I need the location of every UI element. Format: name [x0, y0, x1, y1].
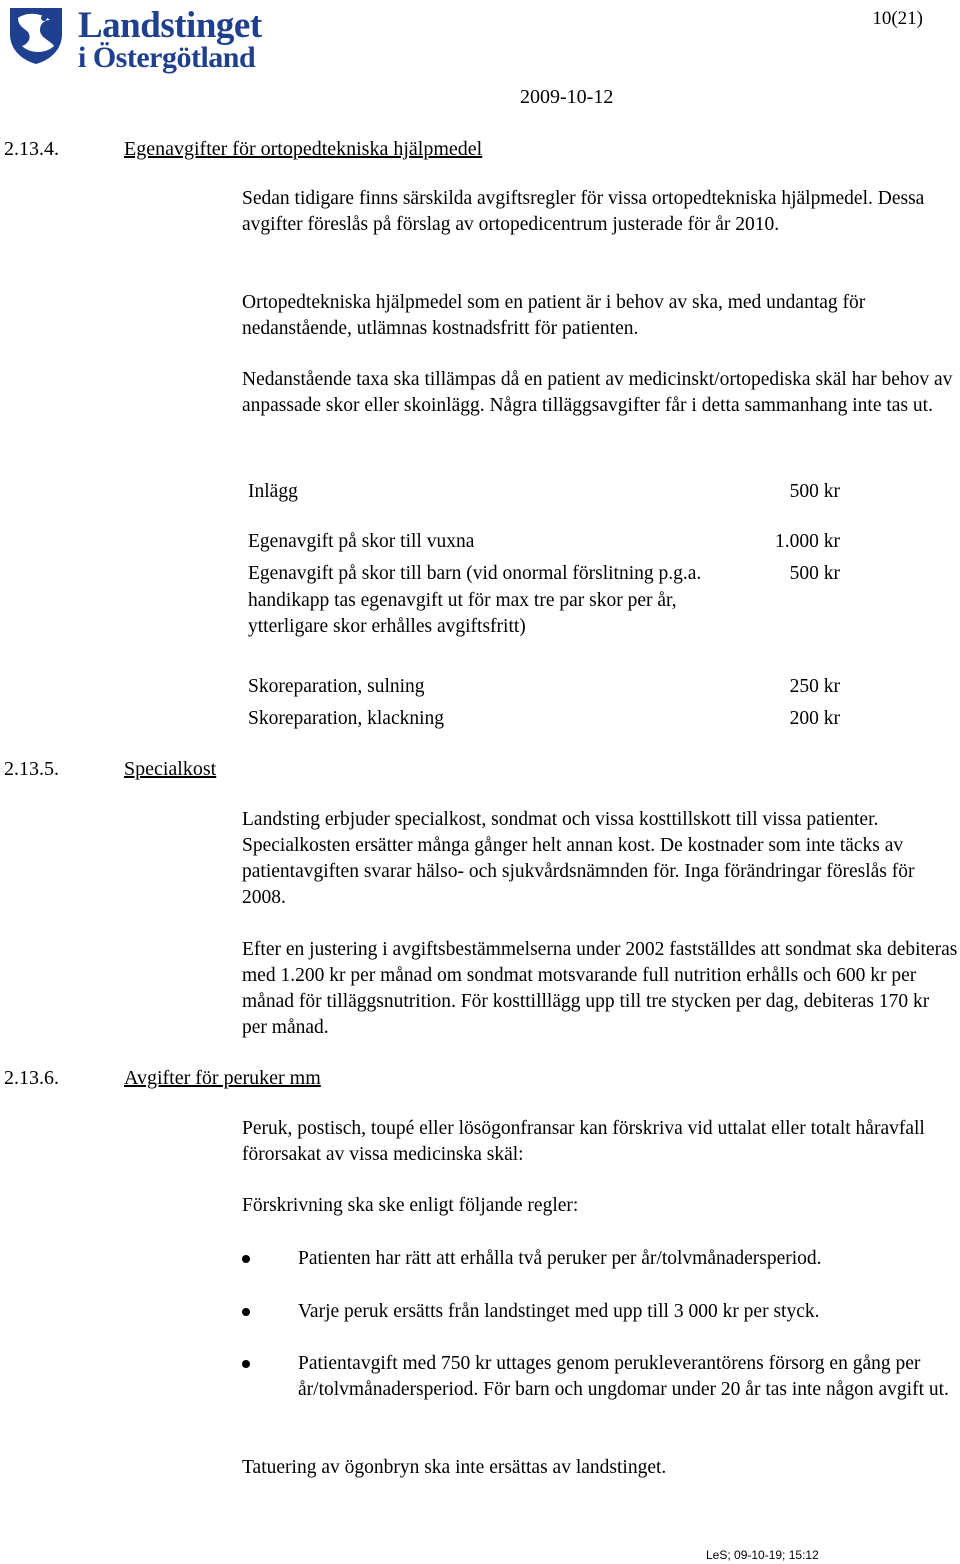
fee-table	[248, 479, 848, 739]
section-title: Egenavgifter för ortopedtekniska hjälpmedel	[124, 138, 483, 160]
rules-list	[242, 1246, 958, 1436]
list-item-text: Varje peruk ersätts från landstinget med upp till 3 000 kr per styck.	[298, 1301, 820, 1322]
list-item-text: Patienten har rätt att erhålla två peruker per år/tolvmånadersperiod.	[298, 1248, 822, 1269]
fee-label: Egenavgift på skor till vuxna	[248, 531, 475, 552]
list-item	[242, 1351, 958, 1403]
section-heading-2-13-5	[4, 758, 304, 784]
paragraph: Nedanstående taxa ska tillämpas då en patient av medicinskt/ortopediska skäl har behov av anpassade skor eller skoinlägg. Några tilläggsavgifter får i detta sammanhang inte tas ut.	[242, 369, 953, 416]
paragraph: Efter en justering i avgiftsbestämmelserna under 2002 fastställdes att sondmat ska debiteras med 1.200 kr per månad om sondmat motsvarande full nutrition erhålls och 600 kr per månad för tilläggsnutrition. För kosttilllägg upp till tre stycken per dag, debiteras 170 kr per månad.	[242, 939, 958, 1038]
fee-amount: 250 kr	[789, 676, 840, 697]
coat-of-arms-icon	[6, 4, 66, 66]
logo-line1: Landstinget	[78, 5, 262, 46]
page-number: 10(21)	[872, 8, 923, 29]
list-item-text: Patientavgift med 750 kr uttages genom perukleverantörens försorg en gång per år/tolvmånadersperiod. För barn och ungdomar under 20 år tas inte någon avgift ut.	[298, 1353, 949, 1400]
section-number: 2.13.6.	[4, 1067, 59, 1089]
fee-amount: 1.000 kr	[775, 531, 840, 552]
fee-label: Skoreparation, sulning	[248, 676, 425, 697]
paragraph: Tatuering av ögonbryn ska inte ersättas av landstinget.	[242, 1457, 667, 1478]
logo-line2: i Östergötland	[78, 41, 256, 74]
section-title: Avgifter för peruker mm	[124, 1067, 321, 1089]
fee-amount: 500 kr	[789, 481, 840, 502]
document-date: 2009-10-12	[520, 86, 614, 108]
paragraph: Ortopedtekniska hjälpmedel som en patient är i behov av ska, med undantag för nedanstående, utlämnas kostnadsfritt för patienten.	[242, 292, 866, 339]
section-number: 2.13.5.	[4, 758, 59, 780]
bullet-icon	[242, 1308, 250, 1316]
bullet-icon	[242, 1360, 250, 1368]
list-item	[242, 1299, 958, 1325]
section-heading-2-13-6	[4, 1067, 404, 1093]
fee-label: Skoreparation, klackning	[248, 708, 445, 729]
paragraph: Förskrivning ska ske enligt följande regler:	[242, 1195, 579, 1216]
fee-amount: 200 kr	[789, 708, 840, 729]
footer-stamp: LeS; 09-10-19; 15:12	[706, 1548, 819, 1562]
paragraph: Sedan tidigare finns särskilda avgiftsregler för vissa ortopedtekniska hjälpmedel. Dessa avgifter föreslås på förslag av ortopedicentrum justerade för år 2010.	[242, 188, 925, 235]
bullet-icon	[242, 1255, 250, 1263]
fee-label: Inlägg	[248, 481, 298, 502]
fee-amount: 500 kr	[789, 563, 840, 584]
fee-label: Egenavgift på skor till barn (vid onormal förslitning p.g.a. handikapp tas egenavgift ut för max tre par skor per år, ytterligare skor erhålles avgiftsfritt)	[248, 563, 702, 637]
list-item	[242, 1246, 958, 1272]
section-heading-2-13-4	[4, 138, 604, 164]
landstinget-logo	[6, 4, 268, 74]
section-title: Specialkost	[124, 758, 217, 780]
paragraph: Peruk, postisch, toupé eller lösögonfransar kan förskriva vid uttalat eller totalt håravfall förorsakat av vissa medicinska skäl:	[242, 1118, 925, 1165]
section-number: 2.13.4.	[4, 138, 59, 160]
paragraph: Landsting erbjuder specialkost, sondmat och vissa kosttillskott till vissa patienter. Specialkosten ersätter många gånger helt annan kost. De kostnader som inte täcks av patientavgiften svarar hälso- och sjukvårdsnämnden för. Inga förändringar föreslås för 2008.	[242, 809, 915, 908]
